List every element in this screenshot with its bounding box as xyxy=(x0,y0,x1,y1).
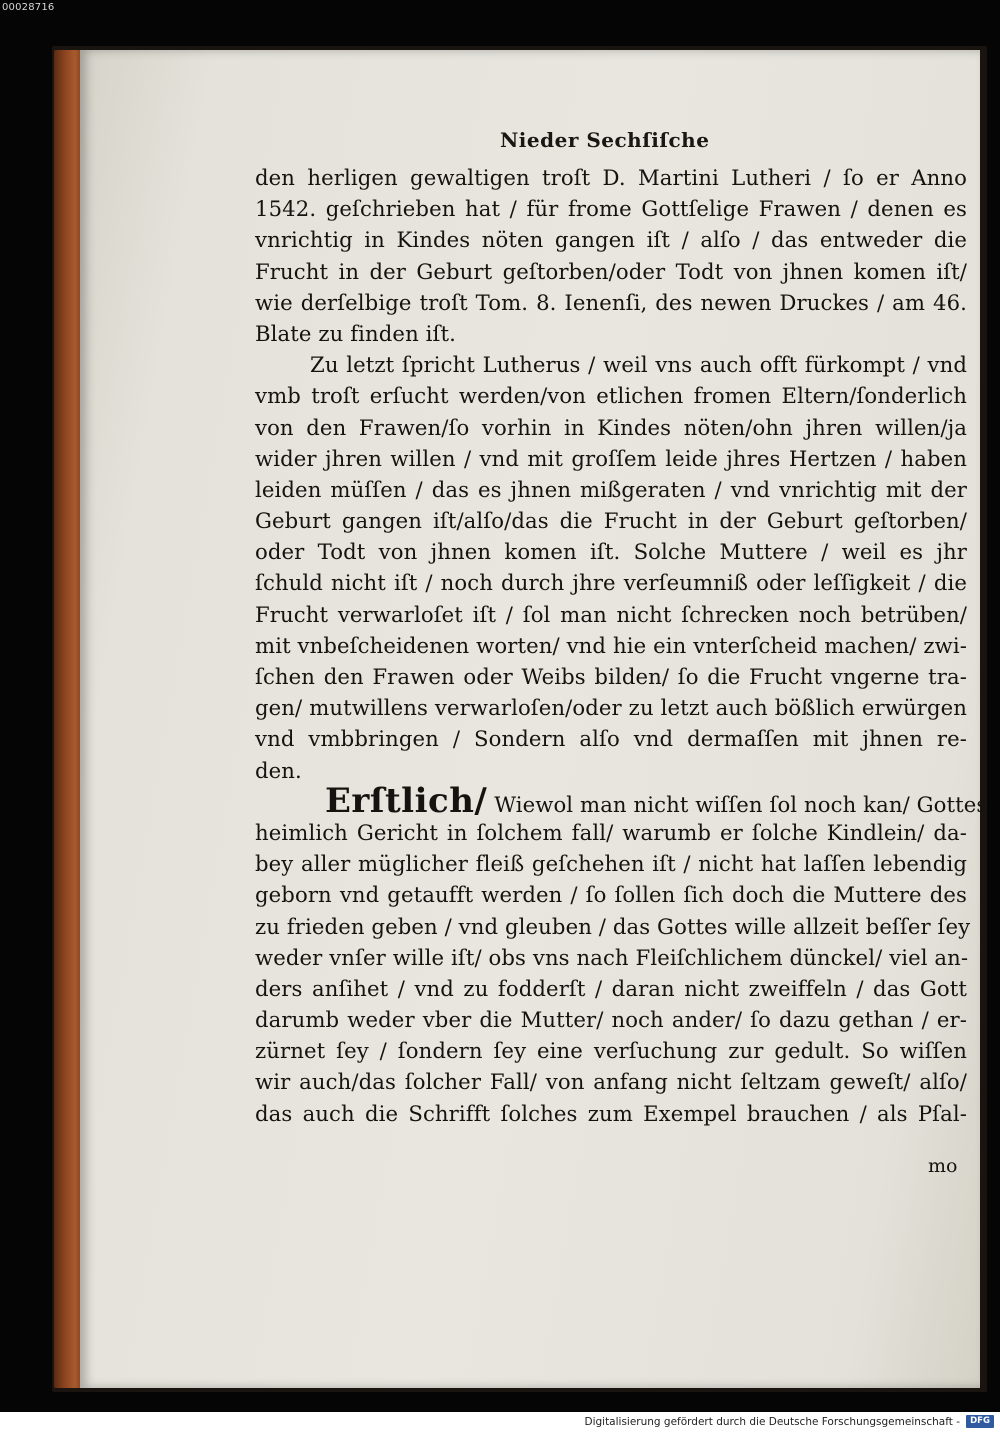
text-line-13: oder Todt von jhnen komen iſt. Solche Muttere / weil es jhr xyxy=(255,539,967,565)
catchword: mo xyxy=(928,1155,958,1177)
initial-word: Erſtlich/ xyxy=(325,780,488,821)
text-block xyxy=(255,162,988,1129)
text-line-18: gen/ mutwillens verwarloſen/oder zu letzt auch bößlich erwürgen xyxy=(255,695,967,721)
text-line-26: weder vnſer wille iſt/ obs vns nach Fleiſchlichem dünckel/ viel an- xyxy=(255,944,969,970)
text-line-12: Geburt gangen iſt/alſo/das die Frucht in der Geburt geſtorben/ xyxy=(255,508,967,534)
text-line-9: von den Frawen/ſo vorhin in Kindes nöten/ohn jhren willen/ja xyxy=(255,414,967,440)
footer-credit: Digitalisierung gefördert durch die Deutsche Forschungsgemeinschaft - xyxy=(584,1416,960,1428)
text-line-21 xyxy=(255,780,988,821)
text-line-6: Blate zu finden iſt. xyxy=(255,320,456,346)
dfg-logo: DFG xyxy=(966,1415,994,1428)
text-line-1: den herligen gewaltigen troſt D. Martini Lutheri / ſo er Anno xyxy=(255,165,967,190)
text-line-16: mit vnbeſcheidenen worten/ vnd hie ein vnterſcheid machen/ zwi- xyxy=(255,632,967,658)
text-line-2: 1542. geſchrieben hat / für frome Gottſelige Frawen / denen es xyxy=(255,196,967,222)
running-head: Nieder Sechſiſche xyxy=(500,128,710,152)
text-line-4: Frucht in der Geburt geſtorben/oder Todt von jhnen komen iſt/ xyxy=(255,258,967,284)
text-line-11: leiden müſſen / das es jhnen mißgeraten / vnd vnrichtig mit der xyxy=(255,476,967,502)
text-line-17: ſchen den Frawen oder Weibs bilden/ ſo die Frucht vngerne tra- xyxy=(255,664,967,689)
text-line-30: wir auch/das ſolcher Fall/ von anfang nicht ſeltzam geweſt/ alſo/ xyxy=(255,1069,967,1095)
text-line-20: den. xyxy=(255,757,302,783)
text-line-23: bey aller müglicher fleiß geſchehen iſt / nicht hat laſſen lebendig xyxy=(255,851,967,877)
text-line-3: vnrichtig in Kindes nöten gangen iſt / alſo / das entweder die xyxy=(255,227,967,253)
scan-id: 00028716 xyxy=(2,2,55,13)
text-line-19: vnd vmbbringen / Sondern alſo vnd dermaſſen mit jhnen re- xyxy=(255,726,967,752)
text-line-24: geborn vnd getaufft werden / ſo ſollen ſich doch die Muttere des xyxy=(255,882,967,908)
text-line-7: Zu letzt ſpricht Lutherus / weil vns auch offt fürkompt / vnd xyxy=(310,352,967,378)
text-line-28: darumb weder vber die Mutter/ noch ander/ ſo dazu gethan / er- xyxy=(255,1007,967,1033)
text-line-15: Frucht verwarloſet iſt / ſol man nicht ſchrecken noch betrüben/ xyxy=(255,601,967,627)
text-line-31: das auch die Schrifft ſolches zum Exempel brauchen / als Pſal- xyxy=(255,1100,967,1126)
text-line-27: ders anſihet / vnd zu fodderſt / daran nicht zweiffeln / das Gott xyxy=(255,975,967,1001)
text-line-14: ſchuld nicht iſt / noch durch jhre verſeumniß oder leſſigkeit / die xyxy=(255,570,967,596)
text-line-21-rest: Wiewol man nicht wiſſen ſol noch kan/ Gottes xyxy=(494,791,988,817)
text-line-22: heimlich Gericht in ſolchem fall/ warumb er ſolche Kindlein/ da- xyxy=(255,819,967,845)
text-line-25: zu frieden geben / vnd gleuben / das Gottes wille allzeit beſſer ſey xyxy=(255,913,971,939)
text-line-29: zürnet ſey / ſondern ſey eine verſuchung zur gedult. So wiſſen xyxy=(255,1038,967,1064)
text-line-5: wie derſelbige troſt Tom. 8. Ienenſi, des newen Druckes / am 46. xyxy=(255,289,967,315)
text-line-8: vmb troſt erſucht werden/von etlichen fromen Eltern/ſonderlich xyxy=(255,383,967,409)
text-line-10: wider jhren willen / vnd mit groſſem leide jhres Hertzen / haben xyxy=(255,445,967,471)
